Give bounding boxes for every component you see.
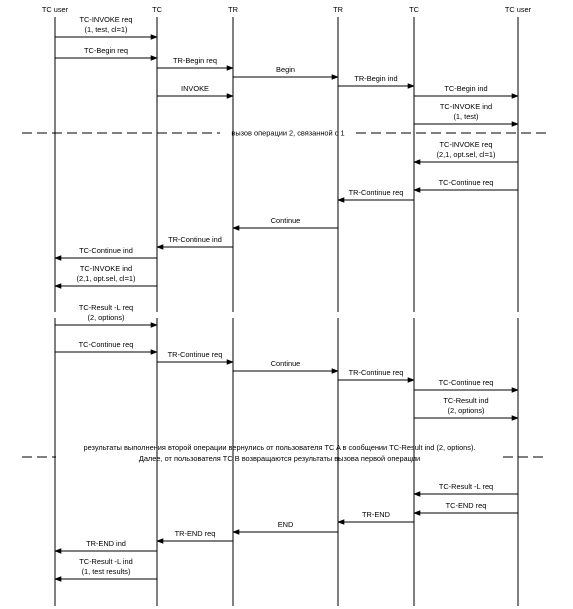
participant-headers [42, 5, 532, 14]
message [414, 482, 518, 494]
message-label: TR-END req [174, 529, 216, 538]
message-label: TC-INVOKE req [79, 15, 133, 24]
participant-label-tc_user_b: TC user [504, 5, 532, 14]
message [157, 56, 233, 68]
message-label: TR-Begin req [173, 56, 217, 65]
message [55, 539, 157, 551]
message-label: TC-Begin ind [444, 84, 488, 93]
message-label: TC-Continue req [78, 340, 134, 349]
message-label: TC-INVOKE req [439, 140, 493, 149]
message [233, 216, 338, 228]
message-label: TC-Result -L req [78, 303, 134, 312]
message [233, 359, 338, 371]
separator-text: результаты выполнения второй операции вернулись от пользователя TC A в сообщении TC-Result ind (2, options). [83, 443, 476, 452]
message [157, 529, 233, 541]
message [55, 46, 157, 58]
message [414, 84, 518, 96]
message [55, 557, 157, 579]
message-label: TR-Continue req [348, 368, 404, 377]
message [414, 140, 518, 162]
participant-label-tr_a: TR [228, 5, 238, 14]
message [157, 235, 233, 247]
message-label: TC-Continue req [438, 378, 494, 387]
message-label: (1, test) [453, 112, 479, 121]
message [55, 264, 157, 286]
messages [55, 15, 518, 579]
message [338, 74, 414, 86]
message-label: (2,1, opt.sel, cl=1) [436, 150, 496, 159]
message [414, 501, 518, 513]
separator-text: вызов операции 2, связанной с 1 [231, 128, 345, 138]
participant-label-tc_b: TC [409, 5, 419, 14]
separator-text: Далее, от пользователя TC B возвращаются результаты вызова первой операции [138, 454, 421, 463]
message-label: TC-END req [445, 501, 487, 510]
message-label: (1, test results) [81, 567, 131, 576]
message-label: Continue [270, 359, 301, 368]
message-label: Continue [270, 216, 301, 225]
message-label: TR-END ind [86, 539, 126, 548]
message [157, 84, 233, 96]
participant-label-tc_a: TC [152, 5, 162, 14]
message [233, 520, 338, 532]
message-label: (2,1, opt.sel, cl=1) [76, 274, 136, 283]
message [414, 102, 518, 124]
message-label: (2, options) [447, 406, 485, 415]
message-label: END [277, 520, 294, 529]
message [157, 350, 233, 362]
message [55, 340, 157, 352]
message-label: TC-Result ind [443, 396, 489, 405]
message-label: TC-Continue ind [79, 246, 133, 255]
message-label: TC-INVOKE ind [79, 264, 133, 273]
message-label: TR-Continue req [167, 350, 223, 359]
message-label: TR-Continue req [348, 188, 404, 197]
message-label: TC-Result -L req [438, 482, 494, 491]
message [233, 65, 338, 77]
message-label: TR-Continue ind [168, 235, 222, 244]
message-label: TC-Begin req [84, 46, 128, 55]
message-label: Begin [276, 65, 295, 74]
participant-label-tr_b: TR [333, 5, 343, 14]
message [55, 303, 157, 325]
message [55, 246, 157, 258]
message-label: TR-Begin ind [354, 74, 398, 83]
message-label: TC-Continue req [438, 178, 494, 187]
message-label: INVOKE [181, 84, 209, 93]
message-label: TC-INVOKE ind [439, 102, 493, 111]
message-label: TR-END [362, 510, 390, 519]
message [338, 510, 414, 522]
message [338, 368, 414, 380]
message [414, 378, 518, 390]
message-label: (2, options) [87, 313, 125, 322]
message [338, 188, 414, 200]
message-label: TC-Result -L ind [79, 557, 133, 566]
message [414, 178, 518, 190]
message [55, 15, 157, 37]
participant-label-tc_user_a: TC user [41, 5, 69, 14]
message-label: (1, test, cl=1) [84, 25, 128, 34]
message [414, 396, 518, 418]
